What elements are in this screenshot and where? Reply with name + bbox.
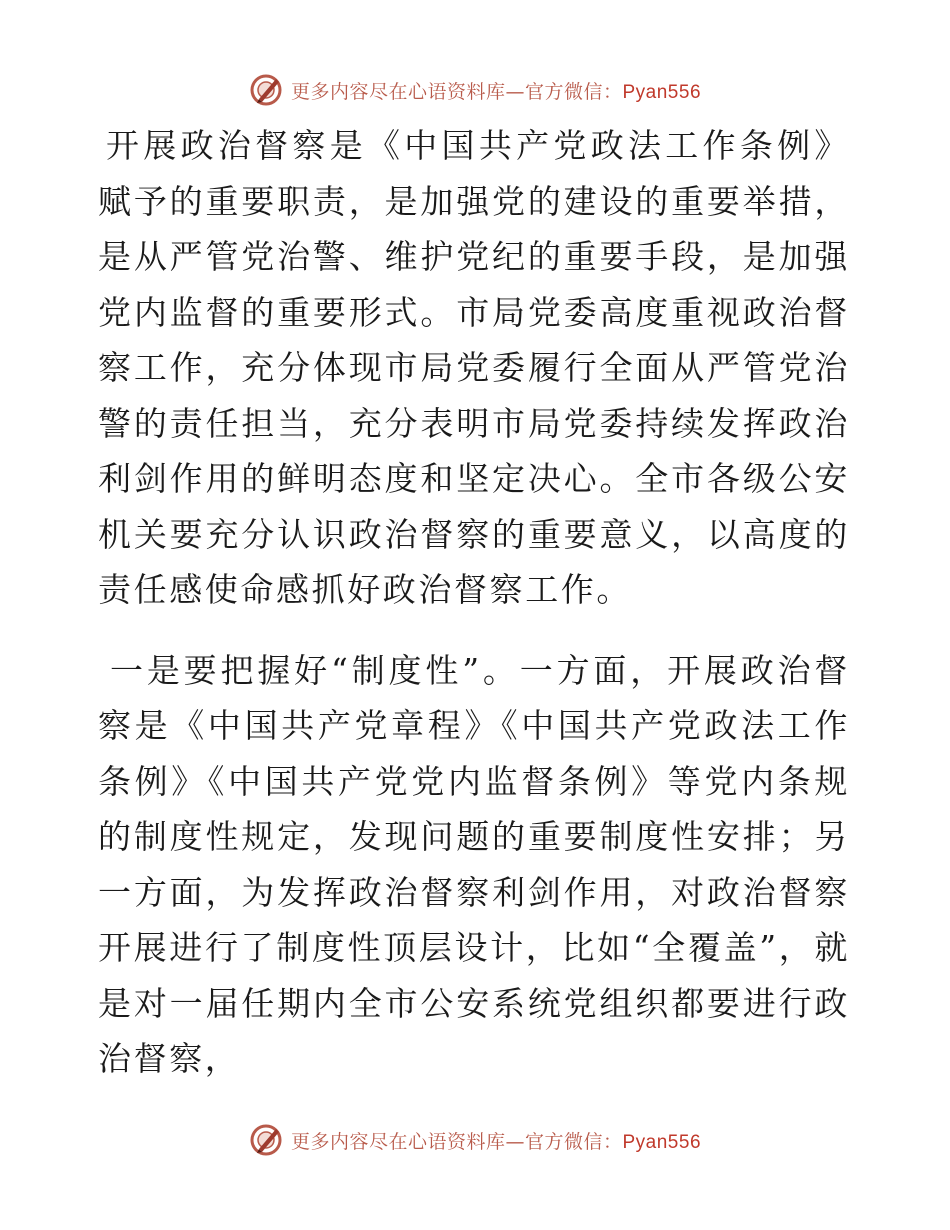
header-watermark (0, 70, 950, 110)
pen-circle-logo-icon (249, 1123, 283, 1157)
footer-watermark (0, 1120, 950, 1160)
watermark-wechat-id: Pyan556 (622, 81, 702, 103)
watermark-text: 更多内容尽在心语资料库—官方微信：Pyan556 (290, 1130, 702, 1153)
document-body (98, 118, 850, 1087)
paragraph: 一是要把握好“制度性”。一方面，开展政治督察是《中国共产党章程》《中国共产党政法工作条例》《中国共产党党内监督条例》等党内条规的制度性规定，发现问题的重要制度性安排；另一方面，为发挥政治督察利剑作用，对政治督察开展进行了制度性顶层设计，比如“全覆盖”，就是对一届任期内全市公安系统党组织都要进行政治督察， (98, 650, 850, 1078)
watermark-text: 更多内容尽在心语资料库—官方微信：Pyan556 (290, 80, 702, 103)
pen-circle-logo-icon (249, 73, 283, 107)
paragraph: 开展政治督察是《中国共产党政法工作条例》赋予的重要职责，是加强党的建设的重要举措，是从严管党治警、维护党纪的重要手段，是加强党内监督的重要形式。市局党委高度重视政治督察工作，充分体现市局党委履行全面从严管党治警的责任担当，充分表明市局党委持续发挥政治利剑作用的鲜明态度和坚定决心。全市各级公安机关要充分认识政治督察的重要意义，以高度的责任感使命感抓好政治督察工作。 (98, 126, 850, 609)
watermark-wechat-id: Pyan556 (622, 1131, 702, 1153)
